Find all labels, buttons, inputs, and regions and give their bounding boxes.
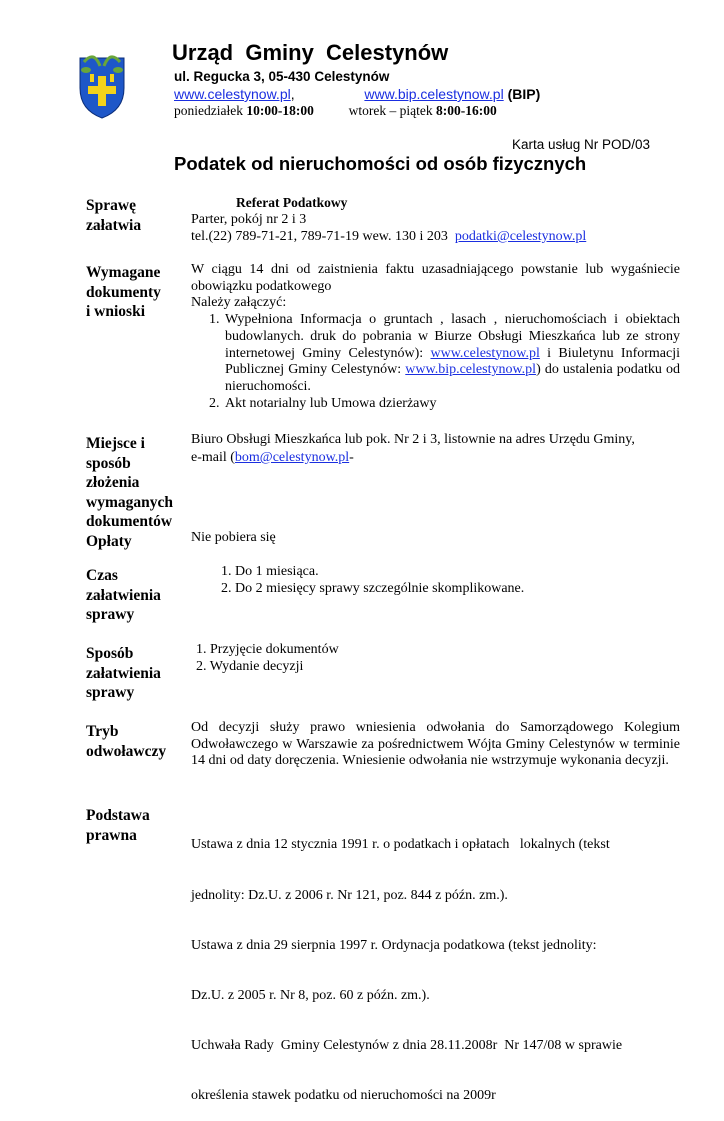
bip-label: (BIP)	[507, 86, 541, 102]
attach-text: Należy załączyć:	[191, 295, 287, 311]
legal-basis-line: określenia stawek podatku od nieruchomości na 2009r	[191, 1087, 496, 1103]
list-item: 1. Wypełniona Informacja o gruntach , lasach , nieruchomościach i obiektach budowlanych. druk do pobrania w Biurze Obsługi Mieszkańca lub ze strony internetowej Gminy Celestynów): www.celestynow.pl i Biuletynu Informacji Publicznej Gminy Celestynów: www.bip.celestynow.pl) do ustalenia podatku od nieruchomości.	[223, 312, 680, 396]
legal-basis-label: Podstawa prawna	[86, 807, 150, 844]
legal-basis-line: Dz.U. z 2005 r. Nr 8, poz. 60 z późn. zm.).	[191, 987, 430, 1003]
office-web-links: www.celestynow.pl, www.bip.celestynow.pl (BIP)	[174, 86, 541, 102]
fees-label: Opłaty	[86, 533, 132, 550]
legal-basis-line: Ustawa z dnia 12 stycznia 1991 r. o podatkach i opłatach lokalnych (tekst	[191, 837, 610, 853]
office-hours: poniedziałek 10:00-18:00 wtorek – piątek 8:00-16:00	[174, 103, 497, 118]
department-name: Referat Podatkowy	[236, 195, 348, 210]
handling-method-label: Sposób załatwienia sprawy	[86, 645, 161, 701]
website-link[interactable]: www.celestynow.pl	[174, 86, 291, 102]
card-number: Karta usług Nr POD/03	[512, 137, 651, 152]
submission-text: Biuro Obsługi Mieszkańca lub pok. Nr 2 i 3, listownie na adres Urzędu Gminy,	[191, 432, 635, 447]
submission-email: e-mail (bom@celestynow.pl-	[191, 450, 354, 465]
website-link[interactable]: www.celestynow.pl	[430, 345, 540, 361]
office-address: ul. Regucka 3, 05-430 Celestynów	[174, 69, 390, 84]
required-documents-label: Wymagane dokumenty i wnioski	[86, 264, 161, 320]
handled-by-label: Sprawę załatwia	[86, 197, 142, 234]
deadline-text: W ciągu 14 dni od zaistnienia faktu uzasadniającego powstanie lub wygaśniecie obowiązku podatkowego	[191, 262, 680, 294]
required-documents-body	[191, 262, 680, 412]
service-title: Podatek od nieruchomości od osób fizycznych	[174, 153, 587, 174]
bip-website-link[interactable]: www.bip.celestynow.pl	[405, 362, 537, 378]
processing-time-list	[213, 564, 524, 597]
list-item: 2. Akt notarialny lub Umowa dzierżawy	[223, 396, 680, 413]
bip-website-link[interactable]: www.bip.celestynow.pl	[364, 86, 504, 102]
handling-method-list	[196, 642, 339, 675]
coat-of-arms-logo	[74, 48, 130, 120]
processing-time-label: Czas załatwienia sprawy	[86, 567, 161, 623]
legal-basis-line: Uchwała Rady Gminy Celestynów z dnia 28.11.2008r Nr 147/08 w sprawie	[191, 1037, 623, 1053]
legal-basis-line: Ustawa z dnia 29 sierpnia 1997 r. Ordynacja podatkowa (tekst jednolity:	[191, 937, 597, 953]
fees-text: Nie pobiera się	[191, 530, 276, 545]
required-documents-list	[191, 312, 680, 412]
legal-basis-line: jednolity: Dz.U. z 2006 r. Nr 121, poz. 844 z późn. zm.).	[191, 887, 508, 903]
phone-info: tel.(22) 789-71-21, 789-71-19 wew. 130 i 203 podatki@celestynow.pl	[191, 229, 587, 244]
list-item: 2. Wydanie decyzji	[196, 658, 304, 674]
list-item: 1. Przyjęcie dokumentów	[196, 642, 339, 657]
office-title: Urząd Gminy Celestynów	[172, 40, 449, 65]
list-item: 1. Do 1 miesiąca.	[235, 564, 524, 581]
bom-email-link[interactable]: bom@celestynow.pl	[234, 450, 350, 465]
appeal-text: Od decyzji służy prawo wniesienia odwołania do Samorządowego Kolegium Odwoławczego w Warszawie za pośrednictwem Wójta Gminy Celestynów w terminie 14 dni od daty doręczenia. Wniesienie odwołania nie wstrzymuje wykonania decyzji.	[191, 720, 680, 769]
list-item: 2. Do 2 miesięcy sprawy szczególnie skomplikowane.	[235, 581, 524, 598]
room-info: Parter, pokój nr 2 i 3	[191, 212, 307, 227]
legal-basis-text	[191, 804, 622, 1121]
tax-email-link[interactable]: podatki@celestynow.pl	[454, 229, 587, 244]
submission-label: Miejsce i sposób złożenia wymaganych dokumentów	[86, 435, 173, 530]
appeal-label: Tryb odwoławczy	[86, 723, 167, 760]
